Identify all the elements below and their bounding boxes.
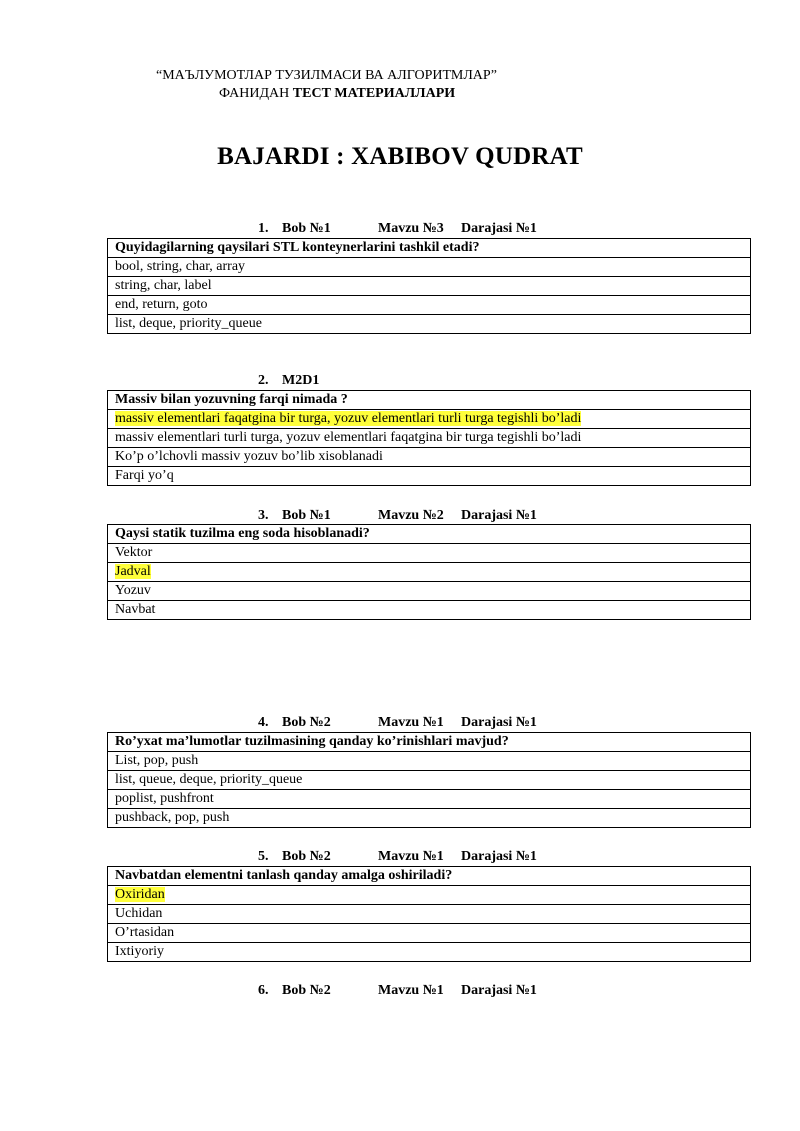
answer-option — [108, 886, 751, 905]
subject-title-line2 — [219, 85, 455, 102]
question-number: 5. — [258, 849, 269, 864]
question-heading-4 — [258, 715, 558, 733]
question-daraja: Darajasi №1 — [461, 221, 537, 236]
answer-option: Navbat — [108, 601, 751, 620]
answer-option: O’rtasidan — [108, 924, 751, 943]
question-mavzu: Mavzu №2 — [378, 508, 444, 523]
question-daraja: Darajasi №1 — [461, 849, 537, 864]
question-mavzu: Mavzu №1 — [378, 983, 444, 998]
question-table-1 — [107, 238, 751, 334]
question-table-2 — [107, 390, 751, 486]
question-daraja: Darajasi №1 — [461, 715, 537, 730]
answer-option: list, deque, priority_queue — [108, 315, 751, 334]
question-heading-1 — [258, 221, 558, 239]
answer-option: Uchidan — [108, 905, 751, 924]
highlighted-answer: massiv elementlari faqatgina bir turga, yozuv elementlari turli turga tegishli bo’ladi — [115, 411, 582, 426]
answer-option — [108, 563, 751, 582]
highlighted-answer: Jadval — [115, 564, 151, 579]
answer-option: pushback, pop, push — [108, 809, 751, 828]
answer-option: Ixtiyoriy — [108, 943, 751, 962]
question-heading-5 — [258, 849, 558, 867]
question-mavzu: Mavzu №1 — [378, 715, 444, 730]
question-bob: Bob №2 — [282, 715, 331, 730]
answer-option: Vektor — [108, 544, 751, 563]
question-mavzu: Mavzu №3 — [378, 221, 444, 236]
question-table-5 — [107, 866, 751, 962]
answer-option: massiv elementlari turli turga, yozuv elementlari faqatgina bir turga tegishli bo’ladi — [108, 429, 751, 448]
question-table-4 — [107, 732, 751, 828]
question-heading-2 — [258, 373, 378, 391]
question-bob: Bob №1 — [282, 221, 331, 236]
question-number: 2. — [258, 373, 269, 388]
question-text: Ro’yxat ma’lumotlar tuzilmasining qanday ko’rinishlari mavjud? — [108, 733, 751, 752]
question-daraja: Darajasi №1 — [461, 508, 537, 523]
answer-option: Yozuv — [108, 582, 751, 601]
question-number: 1. — [258, 221, 269, 236]
question-mavzu: Mavzu №1 — [378, 849, 444, 864]
question-code: M2D1 — [282, 373, 320, 388]
question-heading-6 — [258, 983, 558, 1001]
subject-title-line1: “МАЪЛУМОТЛАР ТУЗИЛМАСИ ВА АЛГОРИТМЛАР” — [156, 68, 497, 83]
answer-option: string, char, label — [108, 277, 751, 296]
answer-option: list, queue, deque, priority_queue — [108, 771, 751, 790]
question-number: 6. — [258, 983, 269, 998]
answer-option: end, return, goto — [108, 296, 751, 315]
question-bob: Bob №2 — [282, 983, 331, 998]
question-bob: Bob №2 — [282, 849, 331, 864]
author-title: BAJARDI : XABIBOV QUDRAT — [217, 143, 583, 170]
answer-option: Farqi yo’q — [108, 467, 751, 486]
question-text: Qaysi statik tuzilma eng soda hisoblanadi? — [108, 525, 751, 544]
question-daraja: Darajasi №1 — [461, 983, 537, 998]
question-text: Massiv bilan yozuvning farqi nimada ? — [108, 391, 751, 410]
answer-option: List, pop, push — [108, 752, 751, 771]
subject-title-bold: ТЕСТ МАТЕРИАЛЛАРИ — [292, 86, 456, 101]
question-bob: Bob №1 — [282, 508, 331, 523]
question-text: Quyidagilarning qaysilari STL konteynerlarini tashkil etadi? — [108, 239, 751, 258]
question-number: 3. — [258, 508, 269, 523]
highlighted-answer: Oxiridan — [115, 887, 165, 902]
question-table-3 — [107, 524, 751, 620]
answer-option — [108, 410, 751, 429]
answer-option: poplist, pushfront — [108, 790, 751, 809]
answer-option: bool, string, char, array — [108, 258, 751, 277]
subject-title-prefix: ФАНИДАН — [219, 86, 293, 101]
question-number: 4. — [258, 715, 269, 730]
question-text: Navbatdan elementni tanlash qanday amalga oshiriladi? — [108, 867, 751, 886]
answer-option: Ko’p o’lchovli massiv yozuv bo’lib xisoblanadi — [108, 448, 751, 467]
